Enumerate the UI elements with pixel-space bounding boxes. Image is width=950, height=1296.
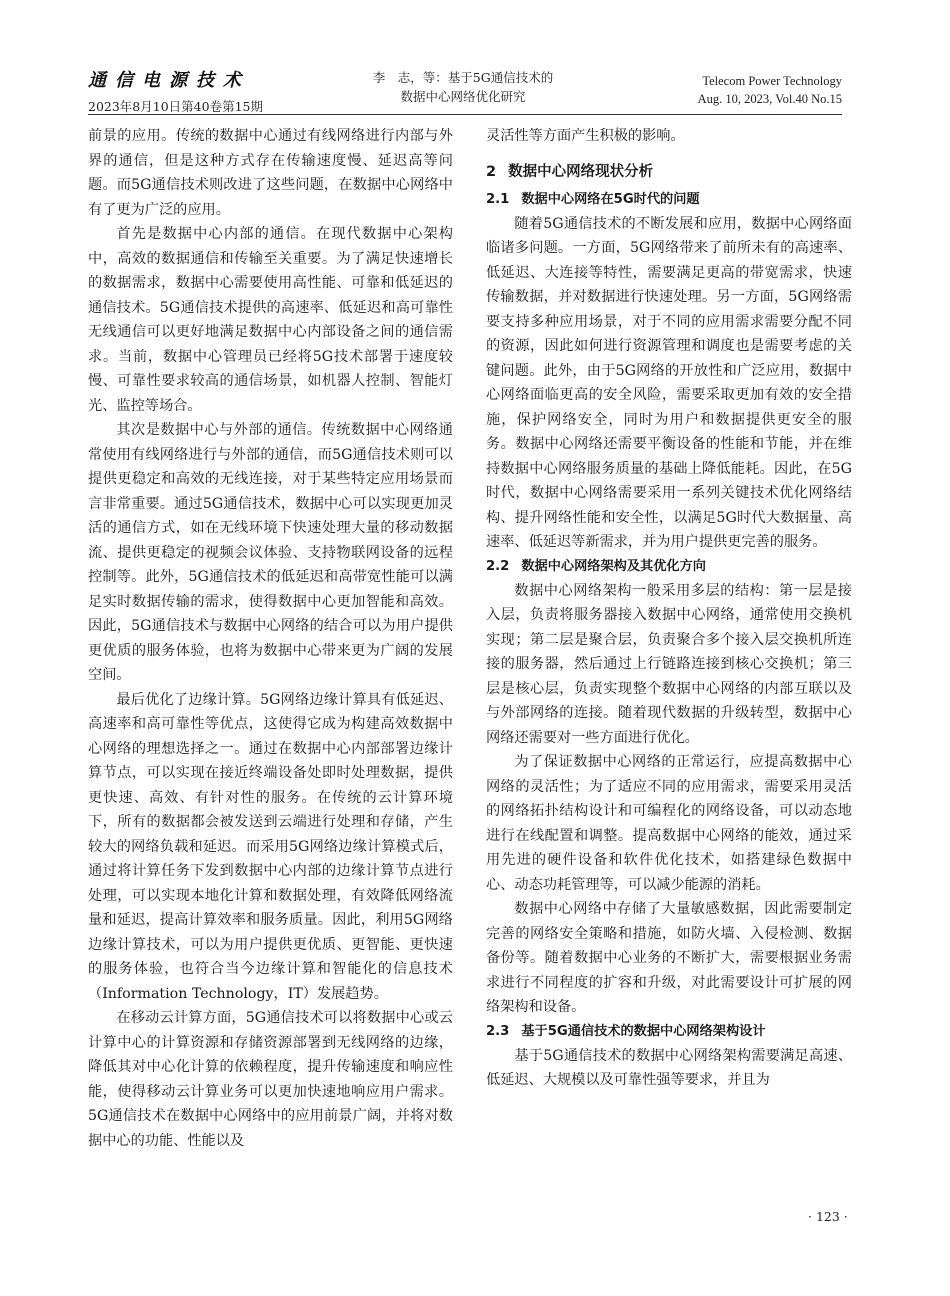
- header-rule: [88, 114, 842, 115]
- left-column: [88, 124, 453, 1153]
- right-column: [486, 124, 852, 1093]
- paragraph: 首先是数据中心内部的通信。在现代数据中心架构中，高效的数据通信和传输至关重要。为了满足快速增长的数据需求，数据中心需要使用高性能、可靠和低延迟的通信技术。5G通信技术提供的高速率、低延迟和高可靠性无线通信可以更好地满足数据中心内部设备之间的通信需求。当前，数据中心管理员已经将5G技术部署于速度较慢、可靠性要求较高的通信场景，如机器人控制、智能灯光、监控等场合。: [88, 226, 453, 414]
- subsection-title: 基于5G通信技术的数据中心网络架构设计: [521, 1023, 766, 1039]
- page-header: [88, 58, 842, 114]
- paragraph: 在移动云计算方面，5G通信技术可以将数据中心或云计算中心的计算资源和存储资源部署到无线网络的边缘，降低其对中心化计算的依赖程度，提升传输速度和响应性能，使得移动云计算业务可以更加快速地响应用户需求。5G通信技术在数据中心网络中的应用前景广阔，并将对数据中心的功能、性能以及: [88, 1010, 453, 1149]
- journal-name-cn: 通信电源技术: [88, 70, 250, 91]
- paragraph: 随着5G通信技术的不断发展和应用，数据中心网络面临诸多问题。一方面，5G网络带来了前所未有的高速率、低延迟、大连接等特性，需要满足更高的带宽需求，快速传输数据，并对数据进行快速处理。另一方面，5G网络需要支持多种应用场景，对于不同的应用需求需要分配不同的资源，因此如何进行资源管理和调度也是需要考虑的关键问题。此外，由于5G网络的开放性和广泛应用，数据中心网络面临更高的安全风险，需要采取更加有效的安全措施，保护网络安全，同时为用户和数据提供更安全的服务。数据中心网络还需要平衡设备的性能和节能，并在维持数据中心网络服务质量的基础上降低能耗。因此，在5G时代，数据中心网络需要采用一系列关键技术优化网络结构、提升网络性能和安全性，以满足5G时代大数据量、高速率、低延迟等新需求，并为用户提供更完善的服务。: [486, 215, 852, 550]
- running-title-line1: 李 志，等：基于5G通信技术的: [372, 70, 554, 85]
- paragraph: 数据中心网络架构一般采用多层的结构：第一层是接入层，负责将服务器接入数据中心网络，通常使用交换机实现；第二层是聚合层，负责聚合多个接入层交换机所连接的服务器，然后通过上行链路连接到核心交换机；第三层是核心层，负责实现整个数据中心网络的内部互联以及与外部网络的连接。随着现代数据的升级转型，数据中心网络还需要对一些方面进行优化。: [486, 582, 852, 746]
- subsection-heading-2-3: [486, 1020, 852, 1044]
- paragraph: 其次是数据中心与外部的通信。传统数据中心网络通常使用有线网络进行与外部的通信，而5G通信技术则可以提供更稳定和高效的无线连接，对于某些特定应用场景而言非常重要。通过5G通信技术，数据中心可以实现更加灵活的通信方式，如在无线环境下快速处理大量的移动数据流、提供更稳定的视频会议体验、支持物联网设备的远程控制等。此外，5G通信技术的低延迟和高带宽性能可以满足实时数据传输的需求，使得数据中心更加智能和高效。因此，5G通信技术与数据中心网络的结合可以为用户提供更优质的服务体验，也将为数据中心带来更为广阔的发展空间。: [88, 422, 453, 683]
- subsection-heading-2-1: [486, 188, 852, 212]
- section-title: 数据中心网络现状分析: [508, 163, 654, 180]
- paragraph: 数据中心网络中存储了大量敏感数据，因此需要制定完善的网络安全策略和措施，如防火墙、入侵检测、数据备份等。随着数据中心业务的不断扩大，需要根据业务需求进行不同程度的扩容和升级，对此需要设计可扩展的网络架构和设备。: [486, 901, 852, 1015]
- paragraph: 最后优化了边缘计算。5G网络边缘计算具有低延迟、高速率和高可靠性等优点，这使得它成为构建高效数据中心网络的理想选择之一。通过在数据中心内部部署边缘计算节点，可以实现在接近终端设备处即时处理数据，提供更快速、高效、有针对性的服务。在传统的云计算环境下，所有的数据都会被发送到云端进行处理和存储，产生较大的网络负载和延迟。而采用5G网络边缘计算模式后，通过将计算任务下发到数据中心内部的边缘计算节点进行处理，可以实现本地化计算和数据处理，有效降低网络流量和延迟，提高计算效率和服务质量。因此，利用5G网络边缘计算技术，可以为用户提供更优质、更智能、更快速的服务体验，也符合当今边缘计算和智能化的信息技术（Information Technology，IT）发展趋势。: [88, 691, 453, 1002]
- running-title: [338, 68, 588, 106]
- journal-name-en: Telecom Power Technology: [702, 74, 842, 88]
- header-right: [698, 72, 842, 108]
- paragraph: 基于5G通信技术的数据中心网络架构需要满足高速、低延迟、大规模以及可靠性强等要求，并且为: [486, 1047, 852, 1088]
- running-title-line2: 数据中心网络优化研究: [400, 89, 526, 104]
- issue-date-en: Aug. 10, 2023, Vol.40 No.15: [697, 92, 842, 106]
- subsection-title: 数据中心网络架构及其优化方向: [521, 558, 706, 574]
- paragraph: 前景的应用。传统的数据中心通过有线网络进行内部与外界的通信，但是这种方式存在传输速度慢、延迟高等问题。而5G通信技术则改进了这些问题，在数据中心网络中有了更为广泛的应用。: [88, 128, 453, 218]
- subsection-number: 2.1: [486, 191, 510, 207]
- page-number: · 123 ·: [808, 1209, 848, 1224]
- issue-date-cn: 2023年8月10日第40卷第15期: [88, 99, 263, 114]
- subsection-heading-2-2: [486, 555, 852, 579]
- subsection-number: 2.2: [486, 558, 510, 574]
- section-heading-2: [486, 160, 852, 184]
- subsection-title: 数据中心网络在5G时代的问题: [521, 191, 700, 207]
- section-number: 2: [486, 163, 497, 180]
- subsection-number: 2.3: [486, 1023, 510, 1039]
- paragraph: 灵活性等方面产生积极的影响。: [486, 128, 685, 144]
- paragraph: 为了保证数据中心网络的正常运行，应提高数据中心网络的灵活性；为了适应不同的应用需求，需要采用灵活的网络拓扑结构设计和可编程化的网络设备，可以动态地进行在线配置和调整。提高数据中心网络的能效，通过采用先进的硬件设备和软件优化技术，如搭建绿色数据中心、动态功耗管理等，可以减少能源的消耗。: [486, 754, 852, 893]
